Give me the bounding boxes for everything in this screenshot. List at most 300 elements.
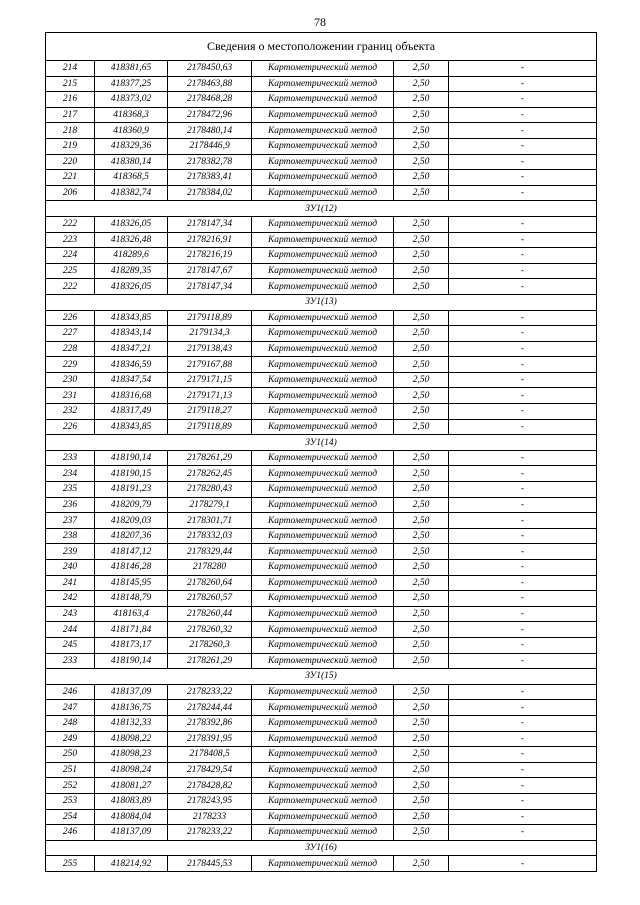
method-cell: Картометрический метод — [252, 793, 394, 809]
accuracy-cell: 2,50 — [394, 544, 449, 560]
accuracy-cell: 2,50 — [394, 326, 449, 342]
y-coordinate-cell: 2178450,63 — [168, 61, 252, 77]
point-number-cell: 215 — [46, 76, 95, 92]
description-cell: - — [449, 263, 597, 279]
description-cell: - — [449, 528, 597, 544]
table-title: Сведения о местоположении границ объекта — [46, 33, 597, 61]
y-coordinate-cell: 2178216,19 — [168, 248, 252, 264]
table-row — [46, 450, 597, 466]
y-coordinate-cell: 2179118,89 — [168, 419, 252, 435]
x-coordinate-cell: 418207,36 — [95, 528, 168, 544]
x-coordinate-cell: 418214,92 — [95, 856, 168, 872]
table-row — [46, 310, 597, 326]
y-coordinate-cell: 2179134,3 — [168, 326, 252, 342]
y-coordinate-cell: 2178147,34 — [168, 279, 252, 295]
x-coordinate-cell: 418190,14 — [95, 653, 168, 669]
description-cell: - — [449, 76, 597, 92]
table-row — [46, 778, 597, 794]
method-cell: Картометрический метод — [252, 856, 394, 872]
page-number: 78 — [314, 15, 326, 29]
description-cell: - — [449, 793, 597, 809]
description-cell: - — [449, 123, 597, 139]
method-cell: Картометрический метод — [252, 825, 394, 841]
method-cell: Картометрический метод — [252, 653, 394, 669]
point-number-cell: 253 — [46, 793, 95, 809]
method-cell: Картометрический метод — [252, 700, 394, 716]
method-cell: Картометрический метод — [252, 263, 394, 279]
x-coordinate-cell: 418147,12 — [95, 544, 168, 560]
table-row — [46, 762, 597, 778]
point-number-cell: 233 — [46, 653, 95, 669]
table-row — [46, 279, 597, 295]
group-row — [46, 201, 597, 217]
method-cell: Картометрический метод — [252, 341, 394, 357]
accuracy-cell: 2,50 — [394, 92, 449, 108]
method-cell: Картометрический метод — [252, 123, 394, 139]
x-coordinate-cell: 418146,28 — [95, 560, 168, 576]
method-cell: Картометрический метод — [252, 747, 394, 763]
method-cell: Картометрический метод — [252, 248, 394, 264]
x-coordinate-cell: 418173,17 — [95, 637, 168, 653]
accuracy-cell: 2,50 — [394, 715, 449, 731]
method-cell: Картометрический метод — [252, 544, 394, 560]
accuracy-cell: 2,50 — [394, 123, 449, 139]
method-cell: Картометрический метод — [252, 279, 394, 295]
point-number-cell: 245 — [46, 637, 95, 653]
x-coordinate-cell: 418382,74 — [95, 185, 168, 201]
accuracy-cell: 2,50 — [394, 372, 449, 388]
accuracy-cell: 2,50 — [394, 809, 449, 825]
table-row — [46, 544, 597, 560]
method-cell: Картометрический метод — [252, 326, 394, 342]
y-coordinate-cell: 2178428,82 — [168, 778, 252, 794]
y-coordinate-cell: 2179171,13 — [168, 388, 252, 404]
point-number-cell: 231 — [46, 388, 95, 404]
x-coordinate-cell: 418136,75 — [95, 700, 168, 716]
y-coordinate-cell: 2178383,41 — [168, 170, 252, 186]
x-coordinate-cell: 418098,23 — [95, 747, 168, 763]
group-row — [46, 669, 597, 685]
description-cell: - — [449, 856, 597, 872]
x-coordinate-cell: 418380,14 — [95, 154, 168, 170]
x-coordinate-cell: 418163,4 — [95, 606, 168, 622]
point-number-cell: 249 — [46, 731, 95, 747]
method-cell: Картометрический метод — [252, 606, 394, 622]
y-coordinate-cell: 2178429,54 — [168, 762, 252, 778]
point-number-cell: 243 — [46, 606, 95, 622]
point-number-cell: 238 — [46, 528, 95, 544]
table-row — [46, 170, 597, 186]
description-cell: - — [449, 700, 597, 716]
table-row — [46, 123, 597, 139]
description-cell: - — [449, 622, 597, 638]
y-coordinate-cell: 2178260,57 — [168, 591, 252, 607]
description-cell: - — [449, 809, 597, 825]
y-coordinate-cell: 2178243,95 — [168, 793, 252, 809]
x-coordinate-cell: 418098,22 — [95, 731, 168, 747]
x-coordinate-cell: 418368,3 — [95, 107, 168, 123]
method-cell: Картометрический метод — [252, 622, 394, 638]
x-coordinate-cell: 418346,59 — [95, 357, 168, 373]
point-number-cell: 236 — [46, 497, 95, 513]
accuracy-cell: 2,50 — [394, 107, 449, 123]
y-coordinate-cell: 2178244,44 — [168, 700, 252, 716]
method-cell: Картометрический метод — [252, 154, 394, 170]
description-cell: - — [449, 513, 597, 529]
point-number-cell: 237 — [46, 513, 95, 529]
table-body — [46, 61, 597, 872]
table-row — [46, 825, 597, 841]
y-coordinate-cell: 2178445,53 — [168, 856, 252, 872]
table-row — [46, 482, 597, 498]
y-coordinate-cell: 2178233,22 — [168, 684, 252, 700]
x-coordinate-cell: 418343,85 — [95, 310, 168, 326]
y-coordinate-cell: 2178301,71 — [168, 513, 252, 529]
table-row — [46, 388, 597, 404]
description-cell: - — [449, 606, 597, 622]
description-cell: - — [449, 248, 597, 264]
y-coordinate-cell: 2178147,67 — [168, 263, 252, 279]
y-coordinate-cell: 2178408,5 — [168, 747, 252, 763]
method-cell: Картометрический метод — [252, 107, 394, 123]
point-number-cell: 226 — [46, 419, 95, 435]
accuracy-cell: 2,50 — [394, 404, 449, 420]
x-coordinate-cell: 418137,09 — [95, 825, 168, 841]
point-number-cell: 216 — [46, 92, 95, 108]
point-number-cell: 255 — [46, 856, 95, 872]
y-coordinate-cell: 2178280 — [168, 560, 252, 576]
method-cell: Картометрический метод — [252, 372, 394, 388]
method-cell: Картометрический метод — [252, 809, 394, 825]
point-number-cell: 251 — [46, 762, 95, 778]
point-number-cell: 230 — [46, 372, 95, 388]
accuracy-cell: 2,50 — [394, 653, 449, 669]
table-row — [46, 404, 597, 420]
table-row — [46, 715, 597, 731]
accuracy-cell: 2,50 — [394, 606, 449, 622]
table-row — [46, 653, 597, 669]
y-coordinate-cell: 2178260,44 — [168, 606, 252, 622]
x-coordinate-cell: 418145,95 — [95, 575, 168, 591]
accuracy-cell: 2,50 — [394, 684, 449, 700]
description-cell: - — [449, 185, 597, 201]
table-row — [46, 326, 597, 342]
method-cell: Картометрический метод — [252, 61, 394, 77]
y-coordinate-cell: 2178260,3 — [168, 637, 252, 653]
point-number-cell: 217 — [46, 107, 95, 123]
table-row — [46, 248, 597, 264]
y-coordinate-cell: 2178463,88 — [168, 76, 252, 92]
description-cell: - — [449, 279, 597, 295]
x-coordinate-cell: 418326,05 — [95, 279, 168, 295]
y-coordinate-cell: 2178329,44 — [168, 544, 252, 560]
table-row — [46, 185, 597, 201]
method-cell: Картометрический метод — [252, 762, 394, 778]
method-cell: Картометрический метод — [252, 92, 394, 108]
description-cell: - — [449, 372, 597, 388]
point-number-cell: 242 — [46, 591, 95, 607]
point-number-cell: 254 — [46, 809, 95, 825]
x-coordinate-cell: 418343,14 — [95, 326, 168, 342]
y-coordinate-cell: 2179167,88 — [168, 357, 252, 373]
y-coordinate-cell: 2178280,43 — [168, 482, 252, 498]
table-row — [46, 216, 597, 232]
x-coordinate-cell: 418317,49 — [95, 404, 168, 420]
x-coordinate-cell: 418132,33 — [95, 715, 168, 731]
x-coordinate-cell: 418373,02 — [95, 92, 168, 108]
method-cell: Картометрический метод — [252, 76, 394, 92]
description-cell: - — [449, 497, 597, 513]
method-cell: Картометрический метод — [252, 497, 394, 513]
method-cell: Картометрический метод — [252, 637, 394, 653]
accuracy-cell: 2,50 — [394, 731, 449, 747]
description-cell: - — [449, 404, 597, 420]
description-cell: - — [449, 544, 597, 560]
description-cell: - — [449, 575, 597, 591]
table-row — [46, 560, 597, 576]
table-row — [46, 357, 597, 373]
table-row — [46, 263, 597, 279]
point-number-cell: 222 — [46, 279, 95, 295]
description-cell: - — [449, 731, 597, 747]
point-number-cell: 214 — [46, 61, 95, 77]
table-row — [46, 747, 597, 763]
table-row — [46, 528, 597, 544]
description-cell: - — [449, 715, 597, 731]
accuracy-cell: 2,50 — [394, 700, 449, 716]
method-cell: Картометрический метод — [252, 466, 394, 482]
x-coordinate-cell: 418148,79 — [95, 591, 168, 607]
y-coordinate-cell: 2178260,64 — [168, 575, 252, 591]
description-cell: - — [449, 232, 597, 248]
accuracy-cell: 2,50 — [394, 825, 449, 841]
accuracy-cell: 2,50 — [394, 357, 449, 373]
point-number-cell: 222 — [46, 216, 95, 232]
accuracy-cell: 2,50 — [394, 856, 449, 872]
y-coordinate-cell: 2178233 — [168, 809, 252, 825]
accuracy-cell: 2,50 — [394, 248, 449, 264]
point-number-cell: 247 — [46, 700, 95, 716]
x-coordinate-cell: 418083,89 — [95, 793, 168, 809]
table-row — [46, 232, 597, 248]
description-cell: - — [449, 310, 597, 326]
group-row — [46, 294, 597, 310]
description-cell: - — [449, 560, 597, 576]
accuracy-cell: 2,50 — [394, 154, 449, 170]
description-cell: - — [449, 419, 597, 435]
method-cell: Картометрический метод — [252, 138, 394, 154]
x-coordinate-cell: 418381,65 — [95, 61, 168, 77]
description-cell: - — [449, 825, 597, 841]
table-row — [46, 92, 597, 108]
table-row — [46, 107, 597, 123]
description-cell: - — [449, 341, 597, 357]
y-coordinate-cell: 2178216,91 — [168, 232, 252, 248]
table-row — [46, 341, 597, 357]
table-row — [46, 513, 597, 529]
point-number-cell: 241 — [46, 575, 95, 591]
description-cell: - — [449, 450, 597, 466]
description-cell: - — [449, 357, 597, 373]
y-coordinate-cell: 2178147,34 — [168, 216, 252, 232]
y-coordinate-cell: 2178261,29 — [168, 653, 252, 669]
table-row — [46, 138, 597, 154]
point-number-cell: 246 — [46, 684, 95, 700]
method-cell: Картометрический метод — [252, 482, 394, 498]
accuracy-cell: 2,50 — [394, 762, 449, 778]
accuracy-cell: 2,50 — [394, 76, 449, 92]
x-coordinate-cell: 418368,5 — [95, 170, 168, 186]
table-row — [46, 700, 597, 716]
table-row — [46, 419, 597, 435]
accuracy-cell: 2,50 — [394, 482, 449, 498]
y-coordinate-cell: 2179138,43 — [168, 341, 252, 357]
point-number-cell: 206 — [46, 185, 95, 201]
table-row — [46, 622, 597, 638]
y-coordinate-cell: 2178468,28 — [168, 92, 252, 108]
table-row — [46, 76, 597, 92]
table-row — [46, 575, 597, 591]
method-cell: Картометрический метод — [252, 419, 394, 435]
group-label: ЗУ1(12) — [46, 201, 597, 217]
accuracy-cell: 2,50 — [394, 637, 449, 653]
table-row — [46, 61, 597, 77]
description-cell: - — [449, 747, 597, 763]
method-cell: Картометрический метод — [252, 450, 394, 466]
accuracy-cell: 2,50 — [394, 185, 449, 201]
y-coordinate-cell: 2178472,96 — [168, 107, 252, 123]
method-cell: Картометрический метод — [252, 185, 394, 201]
x-coordinate-cell: 418343,85 — [95, 419, 168, 435]
accuracy-cell: 2,50 — [394, 747, 449, 763]
x-coordinate-cell: 418084,04 — [95, 809, 168, 825]
x-coordinate-cell: 418289,6 — [95, 248, 168, 264]
point-number-cell: 252 — [46, 778, 95, 794]
point-number-cell: 244 — [46, 622, 95, 638]
point-number-cell: 219 — [46, 138, 95, 154]
x-coordinate-cell: 418209,03 — [95, 513, 168, 529]
point-number-cell: 229 — [46, 357, 95, 373]
accuracy-cell: 2,50 — [394, 560, 449, 576]
description-cell: - — [449, 684, 597, 700]
table-header-row — [46, 33, 597, 61]
accuracy-cell: 2,50 — [394, 778, 449, 794]
accuracy-cell: 2,50 — [394, 419, 449, 435]
point-number-cell: 233 — [46, 450, 95, 466]
group-row — [46, 840, 597, 856]
method-cell: Картометрический метод — [252, 575, 394, 591]
point-number-cell: 218 — [46, 123, 95, 139]
description-cell: - — [449, 762, 597, 778]
point-number-cell: 227 — [46, 326, 95, 342]
table-row — [46, 372, 597, 388]
table-row — [46, 466, 597, 482]
point-number-cell: 248 — [46, 715, 95, 731]
x-coordinate-cell: 418081,27 — [95, 778, 168, 794]
y-coordinate-cell: 2179118,89 — [168, 310, 252, 326]
x-coordinate-cell: 418347,54 — [95, 372, 168, 388]
y-coordinate-cell: 2178382,78 — [168, 154, 252, 170]
description-cell: - — [449, 653, 597, 669]
accuracy-cell: 2,50 — [394, 591, 449, 607]
table-row — [46, 809, 597, 825]
accuracy-cell: 2,50 — [394, 793, 449, 809]
description-cell: - — [449, 107, 597, 123]
description-cell: - — [449, 591, 597, 607]
x-coordinate-cell: 418098,24 — [95, 762, 168, 778]
accuracy-cell: 2,50 — [394, 310, 449, 326]
y-coordinate-cell: 2178262,45 — [168, 466, 252, 482]
table-row — [46, 154, 597, 170]
x-coordinate-cell: 418326,48 — [95, 232, 168, 248]
point-number-cell: 234 — [46, 466, 95, 482]
y-coordinate-cell: 2178233,22 — [168, 825, 252, 841]
accuracy-cell: 2,50 — [394, 575, 449, 591]
y-coordinate-cell: 2178260,32 — [168, 622, 252, 638]
method-cell: Картометрический метод — [252, 560, 394, 576]
y-coordinate-cell: 2178261,29 — [168, 450, 252, 466]
method-cell: Картометрический метод — [252, 778, 394, 794]
y-coordinate-cell: 2179171,15 — [168, 372, 252, 388]
accuracy-cell: 2,50 — [394, 497, 449, 513]
accuracy-cell: 2,50 — [394, 466, 449, 482]
x-coordinate-cell: 418326,05 — [95, 216, 168, 232]
x-coordinate-cell: 418377,25 — [95, 76, 168, 92]
x-coordinate-cell: 418171,84 — [95, 622, 168, 638]
description-cell: - — [449, 216, 597, 232]
method-cell: Картометрический метод — [252, 216, 394, 232]
group-label: ЗУ1(16) — [46, 840, 597, 856]
method-cell: Картометрический метод — [252, 310, 394, 326]
table-row — [46, 497, 597, 513]
accuracy-cell: 2,50 — [394, 450, 449, 466]
group-label: ЗУ1(15) — [46, 669, 597, 685]
point-number-cell: 240 — [46, 560, 95, 576]
description-cell: - — [449, 466, 597, 482]
y-coordinate-cell: 2179118,27 — [168, 404, 252, 420]
method-cell: Картометрический метод — [252, 731, 394, 747]
table-row — [46, 606, 597, 622]
y-coordinate-cell: 2178391,95 — [168, 731, 252, 747]
accuracy-cell: 2,50 — [394, 622, 449, 638]
point-number-cell: 220 — [46, 154, 95, 170]
accuracy-cell: 2,50 — [394, 513, 449, 529]
point-number-cell: 228 — [46, 341, 95, 357]
accuracy-cell: 2,50 — [394, 138, 449, 154]
description-cell: - — [449, 482, 597, 498]
y-coordinate-cell: 2178384,02 — [168, 185, 252, 201]
accuracy-cell: 2,50 — [394, 528, 449, 544]
x-coordinate-cell: 418191,23 — [95, 482, 168, 498]
accuracy-cell: 2,50 — [394, 263, 449, 279]
x-coordinate-cell: 418190,15 — [95, 466, 168, 482]
point-number-cell: 250 — [46, 747, 95, 763]
point-number-cell: 232 — [46, 404, 95, 420]
x-coordinate-cell: 418289,35 — [95, 263, 168, 279]
y-coordinate-cell: 2178446,9 — [168, 138, 252, 154]
y-coordinate-cell: 2178332,03 — [168, 528, 252, 544]
point-number-cell: 221 — [46, 170, 95, 186]
y-coordinate-cell: 2178392,86 — [168, 715, 252, 731]
description-cell: - — [449, 92, 597, 108]
x-coordinate-cell: 418329,36 — [95, 138, 168, 154]
method-cell: Картометрический метод — [252, 684, 394, 700]
x-coordinate-cell: 418347,21 — [95, 341, 168, 357]
x-coordinate-cell: 418137,09 — [95, 684, 168, 700]
point-number-cell: 246 — [46, 825, 95, 841]
point-number-cell: 235 — [46, 482, 95, 498]
description-cell: - — [449, 170, 597, 186]
